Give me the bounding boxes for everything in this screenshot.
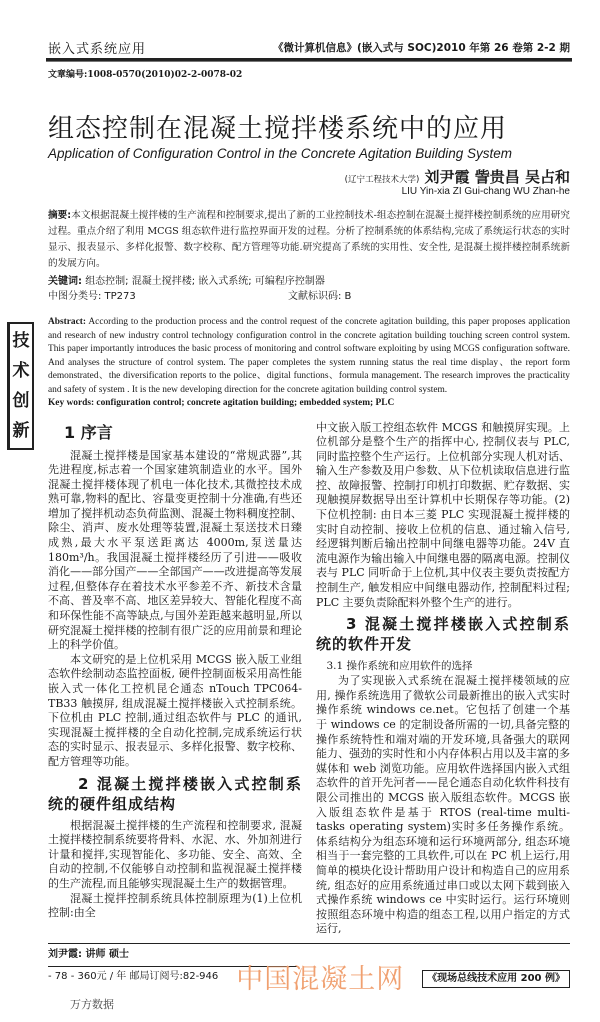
paragraph: 本文研究的是上位机采用 MCGS 嵌入版工业组态软件绘制动态监控面板, 硬件控制面板采用高性能嵌入式一体化工控机昆仑通态 nTouch TPC064-TB33 触摸屏, 组成混凝土搅拌楼嵌入式控制系统。下位机由 PLC 控制,通过组态软件与 PLC 的通讯,实现混凝土搅拌楼的全自动化控制,完成系统运行状态的实时显示、报表显示、多样化报警、数字校称、配方管理等功能。 — [48, 652, 302, 768]
side-char: 创 — [12, 391, 30, 411]
paragraph: 根据混凝土搅拌楼的生产流程和控制要求, 混凝土搅拌楼控制系统要将骨料、水泥、水、外加剂进行计量和搅拌,实现智能化、多功能、安全、高效、全自动的控制,不仅能够自动控制和监视混凝土搅拌楼的生产流程,而且能够实现混凝土生产的数据管理。 — [48, 818, 302, 890]
article-number: 文章编号:1008-0570(2010)02-2-0078-02 — [48, 70, 243, 80]
left-column — [48, 421, 302, 937]
paragraph: 混凝土搅拌控制系统具体控制原理为(1)上位机控制:由全 — [48, 891, 302, 920]
keywords-cn-text: 组态控制; 混凝土搅拌楼; 嵌入式系统; 可编程序控制器 — [85, 276, 325, 287]
watermark: 中国混凝土网 — [236, 963, 405, 995]
authors — [345, 166, 570, 187]
document-code: 文献标识码: B — [288, 291, 352, 302]
abstract-cn — [48, 208, 570, 272]
abstract-en — [48, 316, 570, 411]
article-body-flow — [48, 208, 570, 1022]
side-char: 术 — [12, 361, 30, 381]
affiliation: (辽宁工程技术大学) — [344, 175, 420, 185]
author-footnote: 刘尹霞: 讲师 硕士 — [48, 948, 129, 960]
section-3-1-heading: 3.1 操作系统和应用软件的选择 — [326, 660, 473, 673]
section-1-heading: 1 序言 — [64, 422, 113, 442]
paragraph: 中文嵌入版工控组态软件 MCGS 和触摸屏实现。上位机部分是整个生产的指挥中心, 控制仪表与 PLC, 同时监控整个生产运行。上位机部分实现人机对话、输入生产参数及用户参数、从下位机读取信息进行监控、故障报警、控制打印机打印数据、贮存数据、实现触摸屏数据导出至计算机中长期保存等功能。(2)下位机控制: 由日本三菱 PLC 实现混凝土搅拌楼的实时自动控制、接收上位机的信息、通过输入信号,经逻辑判断后输出控制中间继电器等功能。24V 直流电源作为输出输入中间继电器的隔离电源。控制仪表与 PLC 同听命于上位机,其中仪表主要负责按配方控制生产, 触发相应中间继电器动作, 控制配料过程; PLC 主要负责除配料外整个生产的进行。 — [316, 420, 570, 609]
abstract-cn-text: 本文根据混凝土搅拌楼的生产流程和控制要求,提出了新的工业控制技术-组态控制在混凝土搅拌楼控制系统的应用研究过程。重点介绍了利用 MCGS 组态软件进行监控界面开发的过程。分析了控制系统的体系结构,完成了系统运行状态的实时显示、报表显示、多样化报警、数字校称、配方管理等功能.研究提高了系统的实用性、安全性, 是混凝土搅拌楼控制系统新的发展方向。 — [48, 210, 570, 269]
footer-rule — [48, 943, 570, 944]
abstract-en-label: Abstract: — [48, 317, 87, 327]
english-title: Application of Configuration Control in the Concrete Agitation Building System — [48, 146, 513, 161]
wanfang-mark: 万方数据 — [70, 997, 114, 1011]
side-label-box — [7, 322, 34, 450]
clc-number: 中图分类号: TP273 — [48, 291, 136, 302]
paper-title: 组态控制在混凝土搅拌楼系统中的应用 — [48, 114, 508, 144]
keywords-en: Key words: configuration control; concrete agitation building; embedded system; PLC — [48, 398, 395, 408]
author-names: 刘尹霞 訾贵昌 吴占和 — [424, 168, 570, 186]
authors-pinyin: LIU Yin-xia ZI Gui-chang WU Zhan-he — [401, 186, 570, 197]
right-column — [316, 421, 570, 937]
side-char: 新 — [12, 421, 30, 441]
keywords-cn — [48, 274, 570, 289]
footer-row — [48, 963, 570, 996]
book-ad-box: 《现场总线技术应用 200 例》 — [422, 970, 570, 988]
paragraph: 混凝土搅拌楼是国家基本建设的“常规武器”,其先进程度,标志着一个国家建筑制造业的水平。国外混凝土搅拌楼体现了机电一体化技术,其微控技术成熟可靠,物料的配比、容量变更控制十分准确,有些还增加了搅拌机动态负荷监测、混凝土物料稠度控制、除尘、消声、废水处理等装置,混凝土泵送技术日臻成熟,最大水平泵送距离达 4000m,泵送量达 180m³/h。我国混凝土搅拌楼经历了引进——吸收消化——部分国产——全部国产——改进提高等发展过程,但整体存在着技术水平参差不齐、新技术含量不高、普及率不高、地区差异较大、智能化程度不高和环保性能不高等缺点,与国外差距越来越明显,所以研究混凝土搅拌楼的控制有很广泛的应用前景和理论上的科学价值。 — [48, 448, 302, 652]
header-rule — [46, 58, 572, 62]
classification — [48, 289, 570, 304]
section-3-heading: 3 混凝土搅拌楼嵌入式控制系统的软件开发 — [316, 615, 570, 654]
abstract-cn-label: 摘要: — [48, 210, 72, 221]
section-2-heading: 2 混凝土搅拌楼嵌入式控制系统的硬件组成结构 — [48, 774, 302, 813]
section-header: 嵌入式系统应用 — [48, 42, 147, 57]
abstract-en-text: According to the production process and the control request of the concrete agitation building, this paper proposes application and research of new industry control technology configuration control in the concrete agitation building touching screen control system. This paper importantly introduces the basic process of monitoring and control software exploiting by using MCGS configuration software. And analyses the structure of control system. The paper completes the system running status the real time display、the report form demonstrated、the diversification reports to the police、digital functions、formula management. The research improves the practicality and safety of system . It is the new developing direction for the concrete agitation building control system. — [48, 317, 571, 395]
body-columns — [48, 421, 570, 937]
paragraph: 为了实现嵌入式系统在混凝土搅拌楼领域的应用, 操作系统选用了微软公司最新推出的嵌入式实时操作系统 windows ce.net。它包括了创建一个基于 windows ce 的定制设备所需的一切,具备完整的操作系统特性和端对端的开发环境,具备强大的联网能力、强劲的实时性和小内存体积占用以及丰富的多媒体和 web 浏览功能。应用软件选择国内嵌入式组态软件的首开先河者——昆仑通态自动化软件科技有限公司推出的 MCGS 嵌入版组态软件。MCGS 嵌入版组态软件是基于 RTOS (real-time multi-tasks operating system)实时多任务操作系统。体系结构分为组态环境和运行环境两部分, 组态环境相当于一套完整的工具软件,可以在 PC 机上运行,用简单的模块化设计帮助用户设计和构造自己的应用系统, 组态好的应用系统通过串口或以太网下载到嵌入式操作系统 windows ce 中实时运行。运行环境则按照组态环境中构造的组态工程,以用户指定的方式运行, — [316, 674, 570, 936]
keywords-cn-label: 关键词: — [48, 276, 82, 287]
journal-header: 《微计算机信息》(嵌入式与 SOC)2010 年第 26 卷第 2-2 期 — [272, 42, 570, 54]
side-char: 技 — [12, 331, 30, 351]
page-info: - 78 - 360元 / 年 邮局订阅号:82-946 — [48, 970, 219, 982]
